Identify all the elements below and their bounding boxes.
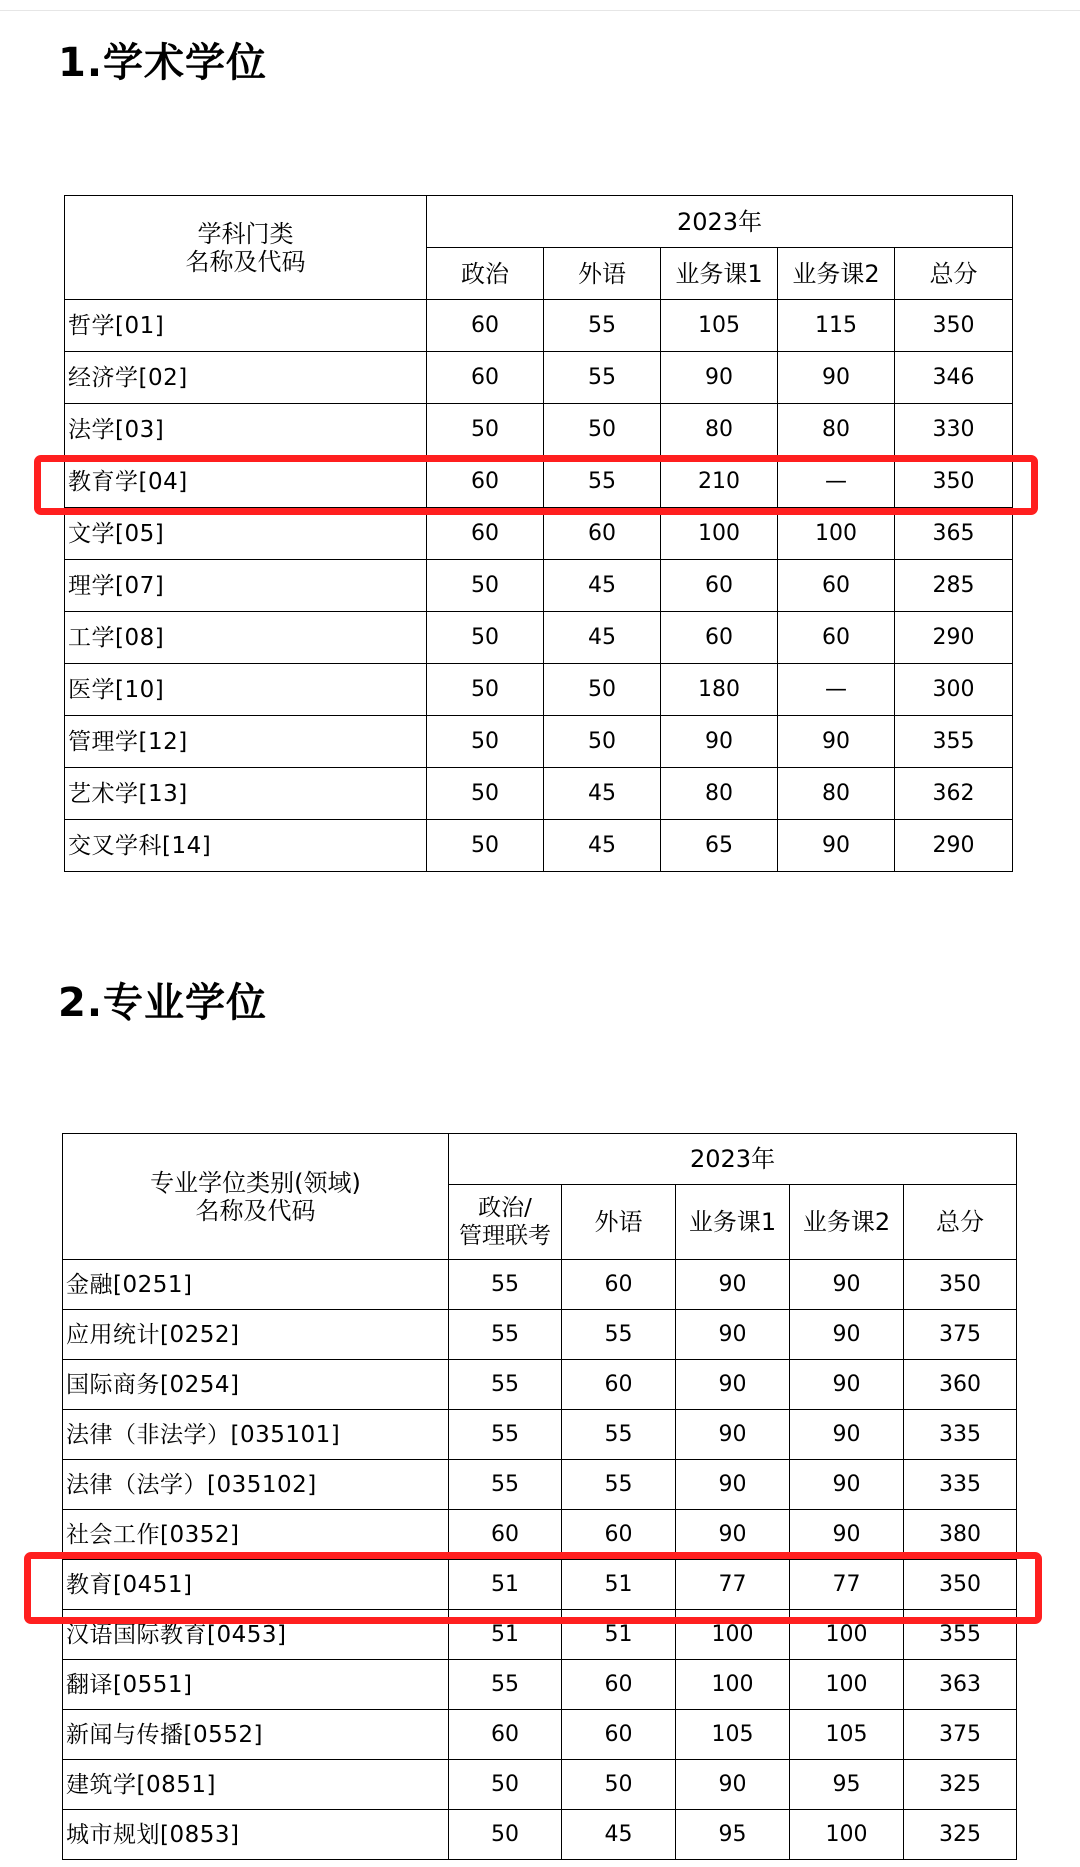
row-name: 汉语国际教育[0453] [63, 1610, 449, 1660]
section-heading-academic: 1.学术学位 [58, 40, 268, 86]
row-name: 国际商务[0254] [63, 1360, 449, 1410]
table-row [65, 300, 1013, 352]
header-year-cell: 2023年 [449, 1134, 1017, 1185]
cell-course1: 90 [676, 1310, 790, 1360]
cell-total: 350 [904, 1560, 1017, 1610]
row-name: 哲学[01] [65, 300, 427, 352]
cell-politics: 60 [427, 508, 544, 560]
cell-total: 290 [895, 820, 1013, 872]
table-row [65, 612, 1013, 664]
cell-politics: 50 [427, 612, 544, 664]
cell-language: 55 [544, 300, 661, 352]
table-row [63, 1710, 1017, 1760]
cell-language: 60 [562, 1260, 676, 1310]
cell-course1: 180 [661, 664, 778, 716]
cell-total: 285 [895, 560, 1013, 612]
cell-course1: 80 [661, 404, 778, 456]
table-body [65, 196, 1013, 872]
header-name-cell [65, 196, 427, 300]
cell-language: 60 [544, 508, 661, 560]
cell-politics: 60 [449, 1510, 562, 1560]
row-name: 经济学[02] [65, 352, 427, 404]
cell-language: 45 [562, 1810, 676, 1860]
cell-course1: 90 [676, 1510, 790, 1560]
row-name: 法学[03] [65, 404, 427, 456]
header-col-total: 总分 [904, 1185, 1017, 1260]
cell-language: 51 [562, 1610, 676, 1660]
cell-course1: 60 [661, 560, 778, 612]
row-name: 教育[0451] [63, 1560, 449, 1610]
row-name: 交叉学科[14] [65, 820, 427, 872]
cell-course1: 80 [661, 768, 778, 820]
cell-politics: 60 [427, 352, 544, 404]
cell-course2: 90 [790, 1360, 904, 1410]
cell-language: 45 [544, 820, 661, 872]
cell-total: 365 [895, 508, 1013, 560]
header-col-course2: 业务课2 [790, 1185, 904, 1260]
row-name: 翻译[0551] [63, 1660, 449, 1710]
cell-course2: 90 [778, 352, 895, 404]
cell-course2: 90 [790, 1260, 904, 1310]
cell-politics: 50 [427, 560, 544, 612]
header-row [65, 196, 1013, 248]
cell-course1: 105 [676, 1710, 790, 1760]
cell-language: 55 [562, 1410, 676, 1460]
header-col-course1: 业务课1 [676, 1185, 790, 1260]
cell-course2: 90 [778, 716, 895, 768]
header-col-language: 外语 [544, 248, 661, 300]
cell-total: 350 [895, 456, 1013, 508]
table-body [63, 1134, 1017, 1860]
cell-total: 330 [895, 404, 1013, 456]
cell-politics: 51 [449, 1560, 562, 1610]
cell-total: 362 [895, 768, 1013, 820]
row-name: 管理学[12] [65, 716, 427, 768]
table-row [63, 1410, 1017, 1460]
row-name: 艺术学[13] [65, 768, 427, 820]
cell-course2: 105 [790, 1710, 904, 1760]
cell-course1: 90 [676, 1410, 790, 1460]
cell-language: 45 [544, 768, 661, 820]
header-name-cell [63, 1134, 449, 1260]
header-row [63, 1134, 1017, 1185]
cell-total: 355 [895, 716, 1013, 768]
cell-course1: 65 [661, 820, 778, 872]
cell-course1: 90 [676, 1360, 790, 1410]
cell-course1: 100 [676, 1610, 790, 1660]
row-name: 应用统计[0252] [63, 1310, 449, 1360]
cell-language: 51 [562, 1560, 676, 1610]
row-name: 社会工作[0352] [63, 1510, 449, 1560]
cell-course2: — [778, 664, 895, 716]
table-row [63, 1310, 1017, 1360]
cell-course2: 77 [790, 1560, 904, 1610]
cell-politics: 50 [427, 820, 544, 872]
cell-total: 335 [904, 1410, 1017, 1460]
cell-language: 50 [544, 404, 661, 456]
table-row [63, 1510, 1017, 1560]
row-name: 医学[10] [65, 664, 427, 716]
cell-course2: 90 [778, 820, 895, 872]
score-table-professional [62, 1133, 1017, 1860]
cell-course2: 115 [778, 300, 895, 352]
table-row [65, 560, 1013, 612]
cell-politics: 50 [427, 768, 544, 820]
cell-total: 350 [904, 1260, 1017, 1310]
cell-course2: 90 [790, 1410, 904, 1460]
cell-politics: 50 [427, 404, 544, 456]
cell-politics: 50 [449, 1760, 562, 1810]
cell-total: 300 [895, 664, 1013, 716]
cell-course1: 90 [661, 716, 778, 768]
cell-politics: 55 [449, 1460, 562, 1510]
cell-politics: 55 [449, 1310, 562, 1360]
table-row [65, 664, 1013, 716]
cell-politics: 50 [427, 664, 544, 716]
cell-course2: 80 [778, 404, 895, 456]
table-row [63, 1760, 1017, 1810]
row-name: 教育学[04] [65, 456, 427, 508]
cell-total: 380 [904, 1510, 1017, 1560]
table-row [65, 352, 1013, 404]
row-name: 理学[07] [65, 560, 427, 612]
cell-language: 50 [544, 716, 661, 768]
header-col-course1: 业务课1 [661, 248, 778, 300]
cell-course2: 90 [790, 1310, 904, 1360]
cell-course1: 95 [676, 1810, 790, 1860]
header-col-course2: 业务课2 [778, 248, 895, 300]
cell-language: 45 [544, 612, 661, 664]
row-name: 城市规划[0853] [63, 1810, 449, 1860]
cell-politics: 60 [427, 456, 544, 508]
cell-total: 375 [904, 1710, 1017, 1760]
table-row-highlighted [65, 456, 1013, 508]
table-row [65, 404, 1013, 456]
cell-politics: 55 [449, 1260, 562, 1310]
row-name: 建筑学[0851] [63, 1760, 449, 1810]
cell-politics: 55 [449, 1360, 562, 1410]
header-col-politics [449, 1185, 562, 1260]
cell-politics: 55 [449, 1660, 562, 1710]
cell-total: 375 [904, 1310, 1017, 1360]
cell-course2: 60 [778, 560, 895, 612]
table-row [65, 820, 1013, 872]
cell-course2: 100 [790, 1610, 904, 1660]
section-heading-professional: 2.专业学位 [58, 980, 268, 1026]
cell-politics: 50 [427, 716, 544, 768]
cell-total: 325 [904, 1760, 1017, 1810]
header-col-total: 总分 [895, 248, 1013, 300]
score-table-academic [64, 195, 1013, 872]
cell-course1: 90 [661, 352, 778, 404]
header-col-politics: 政治 [427, 248, 544, 300]
cell-course1: 77 [676, 1560, 790, 1610]
cell-course2: 90 [790, 1460, 904, 1510]
cell-language: 55 [544, 456, 661, 508]
header-year-cell: 2023年 [427, 196, 1013, 248]
cell-total: 335 [904, 1460, 1017, 1510]
row-name: 法律（法学）[035102] [63, 1460, 449, 1510]
header-col-politics-text: 政治/ 管理联考 [459, 1195, 551, 1249]
cell-language: 55 [544, 352, 661, 404]
cell-course1: 60 [661, 612, 778, 664]
cell-course2: — [778, 456, 895, 508]
cell-total: 363 [904, 1660, 1017, 1710]
cell-total: 290 [895, 612, 1013, 664]
cell-politics: 50 [449, 1810, 562, 1860]
cell-course2: 80 [778, 768, 895, 820]
row-name: 文学[05] [65, 508, 427, 560]
row-name: 法律（非法学）[035101] [63, 1410, 449, 1460]
cell-course2: 100 [790, 1660, 904, 1710]
top-divider [0, 10, 1080, 11]
cell-language: 50 [544, 664, 661, 716]
cell-course1: 210 [661, 456, 778, 508]
table-row [65, 716, 1013, 768]
cell-course1: 90 [676, 1760, 790, 1810]
header-name-text: 专业学位类别(领域) 名称及代码 [150, 1168, 361, 1225]
table-row [63, 1360, 1017, 1410]
table-row [63, 1460, 1017, 1510]
cell-language: 60 [562, 1360, 676, 1410]
cell-course2: 60 [778, 612, 895, 664]
cell-total: 350 [895, 300, 1013, 352]
cell-total: 346 [895, 352, 1013, 404]
cell-course1: 100 [676, 1660, 790, 1710]
table-row [63, 1610, 1017, 1660]
cell-politics: 60 [427, 300, 544, 352]
row-name: 工学[08] [65, 612, 427, 664]
cell-course2: 100 [790, 1810, 904, 1860]
cell-politics: 51 [449, 1610, 562, 1660]
table-row [63, 1260, 1017, 1310]
header-col-language: 外语 [562, 1185, 676, 1260]
cell-course1: 90 [676, 1260, 790, 1310]
cell-course1: 90 [676, 1460, 790, 1510]
cell-course2: 90 [790, 1510, 904, 1560]
cell-politics: 55 [449, 1410, 562, 1460]
row-name: 新闻与传播[0552] [63, 1710, 449, 1760]
cell-total: 355 [904, 1610, 1017, 1660]
table-row-highlighted [63, 1560, 1017, 1610]
cell-language: 60 [562, 1660, 676, 1710]
table-row [63, 1810, 1017, 1860]
cell-course1: 100 [661, 508, 778, 560]
cell-language: 60 [562, 1510, 676, 1560]
cell-course2: 100 [778, 508, 895, 560]
table-row [63, 1660, 1017, 1710]
cell-language: 55 [562, 1310, 676, 1360]
cell-total: 325 [904, 1810, 1017, 1860]
header-name-text: 学科门类 名称及代码 [185, 219, 306, 276]
cell-politics: 60 [449, 1710, 562, 1760]
row-name: 金融[0251] [63, 1260, 449, 1310]
cell-total: 360 [904, 1360, 1017, 1410]
cell-language: 60 [562, 1710, 676, 1760]
table-row [65, 768, 1013, 820]
cell-course1: 105 [661, 300, 778, 352]
cell-language: 45 [544, 560, 661, 612]
cell-language: 55 [562, 1460, 676, 1510]
cell-course2: 95 [790, 1760, 904, 1810]
cell-language: 50 [562, 1760, 676, 1810]
table-row [65, 508, 1013, 560]
